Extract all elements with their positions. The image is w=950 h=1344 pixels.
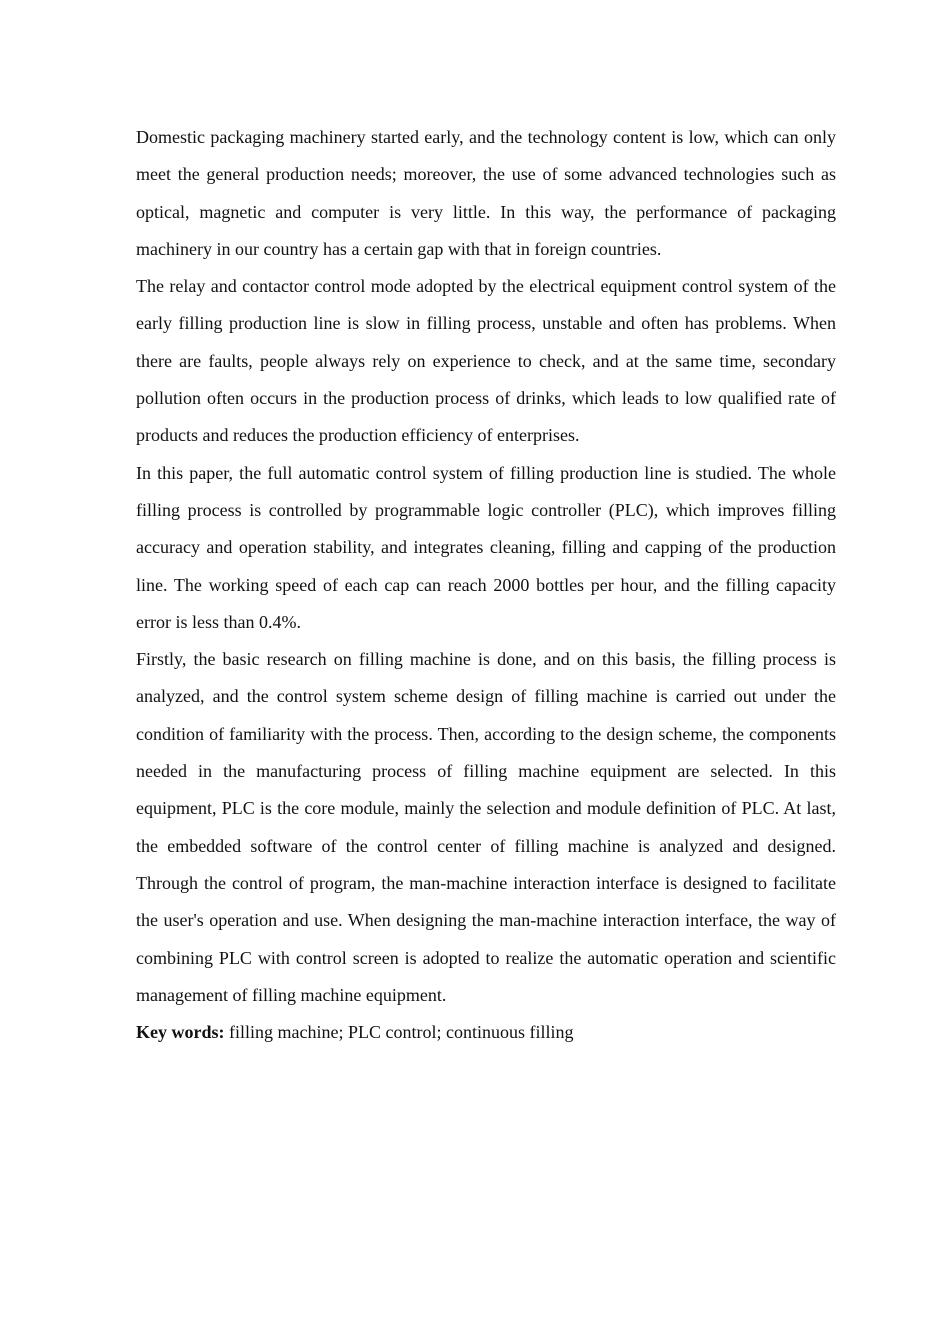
paragraph-research-design: Firstly, the basic research on filling machine is done, and on this basis, the filling process is analyzed, and the control system scheme design of filling machine is carried out under the condition of familiarity with the process. Then, according to the design scheme, the components needed in the manufacturing process of filling machine equipment are selected. In this equipment, PLC is the core module, mainly the selection and module definition of PLC. At last, the embedded software of the control center of filling machine is analyzed and designed. Through the control of program, the man-machine interaction interface is designed to facilitate the user's operation and use. When designing the man-machine interaction interface, the way of combining PLC with control screen is adopted to realize the automatic operation and scientific management of filling machine equipment. [136,649,836,1005]
paragraph-plc-system: In this paper, the full automatic control system of filling production line is studied. The whole filling process is controlled by programmable logic controller (PLC), which improves filling accuracy and operation stability, and integrates cleaning, filling and capping of the production line. The working speed of each cap can reach 2000 bottles per hour, and the filling capacity error is less than 0.4%. [136,462,836,632]
paragraph-packaging-machinery: Domestic packaging machinery started early, and the technology content is low, which can only meet the general production needs; moreover, the use of some advanced technologies such as optical, magnetic and computer is very little. In this way, the performance of packaging machinery in our country has a certain gap with that in foreign countries. [136,127,836,259]
paragraph-relay-control: The relay and contactor control mode adopted by the electrical equipment control system of the early filling production line is slow in filling process, unstable and often has problems. When there are faults, people always rely on experience to check, and at the same time, secondary pollution often occurs in the production process of drinks, which leads to low qualified rate of products and reduces the production efficiency of enterprises. [136,276,836,446]
keywords-label: Key words: [136,1022,225,1043]
keywords-text: filling machine; PLC control; continuous filling [224,1022,574,1043]
keywords-line [136,1014,836,1051]
abstract-body [136,119,836,1051]
